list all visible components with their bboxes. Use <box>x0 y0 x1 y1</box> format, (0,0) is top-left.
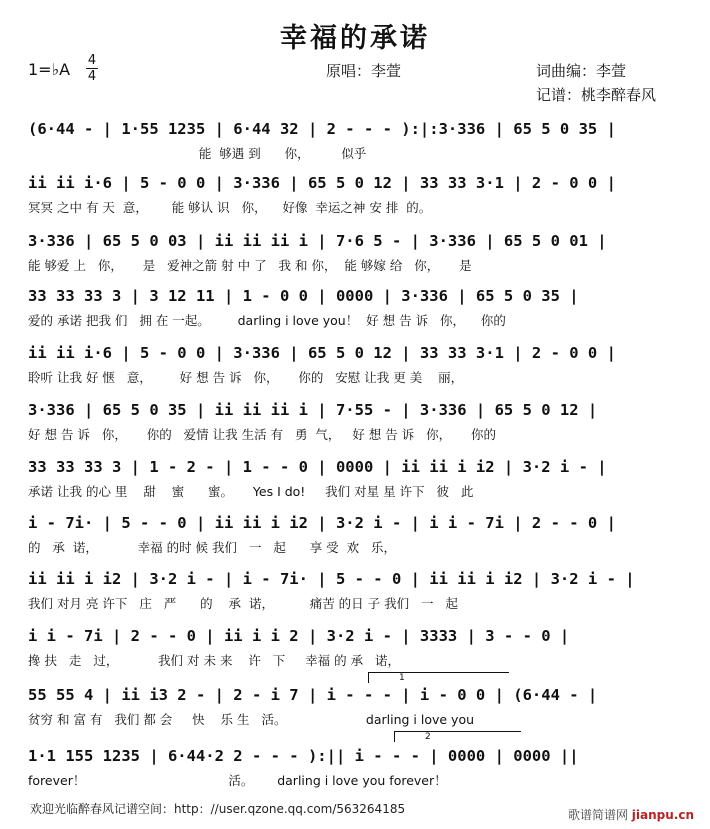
composer-credit: 词曲编：李萱 <box>536 62 627 80</box>
footer-note: 欢迎光临醉春风记谱空间：http：//user.qzone.qq.com/563264185 <box>30 802 406 816</box>
meter-top: 4 <box>87 53 97 68</box>
score-system-8 <box>28 510 678 562</box>
lyric-line: 好 想 告 诉 你， 你的 爱情 让我 生活 有 勇 气， 好 想 告 诉 你， 你的 <box>28 427 497 442</box>
song-title: 幸福的承诺 <box>280 23 430 54</box>
lyric-line: 我们 对月 亮 许下 庄 严 的 承 诺， 痛苦 的日 子 我们 一 起 <box>28 596 458 611</box>
meter-bottom: 4 <box>87 69 97 84</box>
score-system-11 <box>28 682 678 734</box>
site-watermark <box>568 806 694 823</box>
score-system-2 <box>28 170 678 222</box>
original-singer: 原唱：李萱 <box>326 62 402 80</box>
lyric-line: 能 够遇 到 你， 似乎 <box>28 146 367 161</box>
notation-line: 3·336 | 65 5 0 03 | ii ii ii i | 7·6 5 - | 3·336 | 65 5 0 01 | <box>28 232 607 250</box>
score-system-9 <box>28 566 678 618</box>
notation-line: 33 33 33 3 | 1 - 2 - | 1 - - 0 | 0000 | ii ii i i2 | 3·2 i - | <box>28 458 607 476</box>
notation-line: i - 7i· | 5 - - 0 | ii ii i i2 | 3·2 i - | i i - 7i | 2 - - 0 | <box>28 514 616 532</box>
notation-line: 1·1 155 1235 | 6·44·2 2 - - - ):|| i - - - | 0000 | 0000 || <box>28 747 579 765</box>
score-system-5 <box>28 340 678 392</box>
notation-line: (6·44 - | 1·55 1235 | 6·44 32 | 2 - - - ):|:3·336 | 65 5 0 35 | <box>28 120 616 138</box>
lyric-line: 搀 扶 走 过， 我们 对 未 来 许 下 幸福 的 承 诺， <box>28 653 401 668</box>
notation-line: 3·336 | 65 5 0 35 | ii ii ii i | 7·55 - | 3·336 | 65 5 0 12 | <box>28 401 598 419</box>
lyric-line: 能 够爱 上 你， 是 爱神之箭 射 中 了 我 和 你， 能 够嫁 给 你， 是 <box>28 258 472 273</box>
notation-line: ii ii i·6 | 5 - 0 0 | 3·336 | 65 5 0 12 | 33 33 3·1 | 2 - 0 0 | <box>28 344 616 362</box>
notation-line: ii ii i i2 | 3·2 i - | i - 7i· | 5 - - 0 | ii ii i i2 | 3·2 i - | <box>28 570 635 588</box>
notation-line: i i - 7i | 2 - - 0 | ii i i 2 | 3·2 i - | 3333 | 3 - - 0 | <box>28 627 570 645</box>
time-signature <box>86 54 98 83</box>
lyric-line: 冥冥 之中 有 天 意， 能 够认 识 你， 好像 幸运之神 安 排 的。 <box>28 200 432 215</box>
score-system-1 <box>28 116 678 168</box>
first-ending-bracket: 1 <box>368 672 509 683</box>
lyric-line: 贫穷 和 富 有 我们 都 会 快 乐 生 活。 darling i love you <box>28 712 475 727</box>
key-signature: 1=♭A <box>28 60 71 79</box>
lyric-line: 聆听 让我 好 惬 意， 好 想 告 诉 你， 你的 安慰 让我 更 美 丽， <box>28 370 464 385</box>
lyric-line: 承诺 让我 的心 里 甜 蜜 蜜。 Yes I do! 我们 对星 星 许下 彼 此 <box>28 484 474 499</box>
score-system-12 <box>28 743 678 795</box>
notation-line: 33 33 33 3 | 3 12 11 | 1 - 0 0 | 0000 | 3·336 | 65 5 0 35 | <box>28 287 579 305</box>
score-system-7 <box>28 454 678 506</box>
score-system-3 <box>28 228 678 280</box>
score-system-6 <box>28 397 678 449</box>
score-system-10 <box>28 623 678 675</box>
notation-line: ii ii i·6 | 5 - 0 0 | 3·336 | 65 5 0 12 | 33 33 3·1 | 2 - 0 0 | <box>28 174 616 192</box>
transcriber-credit: 记谱：桃李醉春风 <box>536 86 657 104</box>
watermark-url: jianpu.cn <box>631 808 694 822</box>
second-ending-bracket: 2 <box>394 731 521 742</box>
notation-line: 55 55 4 | ii i3 2 - | 2 - i 7 | i - - - | i - 0 0 | (6·44 - | <box>28 686 598 704</box>
score-system-4 <box>28 283 678 335</box>
lyric-line: 的 承 诺， 幸福 的时 候 我们 一 起 享 受 欢 乐， <box>28 540 397 555</box>
watermark-site: 歌谱简谱网 <box>567 808 628 822</box>
lyric-line: forever！ 活。 darling i love you forever！ <box>28 773 447 788</box>
lyric-line: 爱的 承诺 把我 们 拥 在 一起。 darling i love you！ 好 想 告 诉 你， 你的 <box>28 313 506 328</box>
